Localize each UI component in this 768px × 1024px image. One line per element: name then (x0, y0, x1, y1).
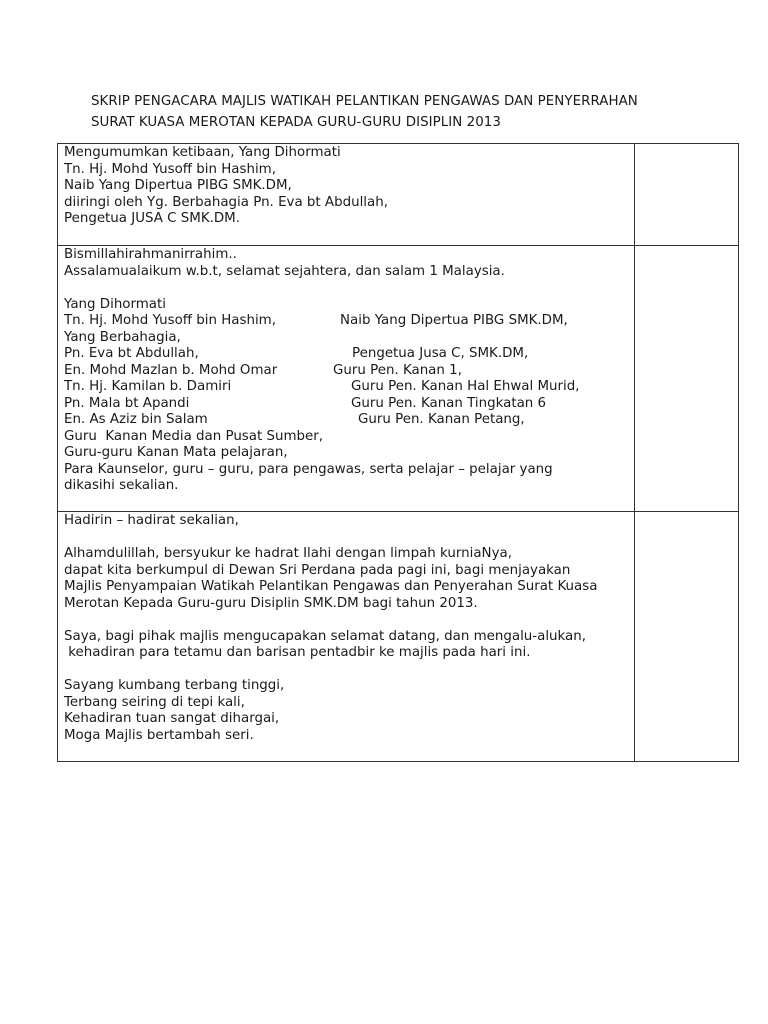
dignitary-title: Pengetua Jusa C, SMK.DM, (352, 346, 529, 361)
announcement-line: Tn. Hj. Mohd Yusoff bin Hashim, (64, 161, 276, 177)
salutation: Hadirin – hadirat sekalian, (64, 513, 239, 528)
dignitary-name: Pn. Eva bt Abdullah, (64, 346, 199, 361)
blank-line (64, 280, 628, 297)
dignitary-row (64, 313, 628, 330)
pantun-line: Kehadiran tuan sangat dihargai, (64, 711, 280, 726)
opening-line: Assalamualaikum w.b.t, selamat sejahtera, dan salam 1 Malaysia. (64, 263, 505, 279)
title-line-1: SKRIP PENGACARA MAJLIS WATIKAH PELANTIKAN PENGAWAS DAN PENYERRAHAN (91, 94, 638, 109)
announcement-line: diiringi oleh Yg. Berbahagia Pn. Eva bt Abdullah, (64, 194, 388, 210)
closing-line: dikasihi sekalian. (64, 478, 179, 493)
title-line-2: SURAT KUASA MEROTAN KEPADA GURU-GURU DISIPLIN 2013 (91, 115, 501, 130)
pantun-line: Moga Majlis bertambah seri. (64, 727, 254, 743)
table-row-greeting (58, 246, 739, 512)
welcome-cell (58, 512, 635, 762)
announcement-line: Naib Yang Dipertua PIBG SMK.DM, (64, 178, 292, 193)
dignitary-name: Tn. Hj. Kamilan b. Damiri (64, 379, 232, 394)
announcement-line: Pengetua JUSA C SMK.DM. (64, 211, 240, 226)
dignitary-row (64, 396, 628, 413)
dignitary-row (64, 363, 628, 380)
honour-heading: Yang Dihormati (64, 296, 166, 312)
dignitary-row (64, 379, 628, 396)
notes-cell (635, 246, 739, 512)
dignitary-title: Guru Pen. Kanan Tingkatan 6 (351, 395, 547, 411)
announcement-cell (58, 144, 635, 246)
dignitary-row (64, 346, 628, 363)
dignitary-title: Guru Pen. Kanan Petang, (358, 412, 525, 427)
paragraph-line: Alhamdulillah, bersyukur ke hadrat Ilahi dengan limpah kurniaNya, (64, 546, 512, 561)
pantun-line: Sayang kumbang terbang tinggi, (64, 678, 285, 693)
blank-line (64, 612, 628, 629)
dignitary-name: Tn. Hj. Mohd Yusoff bin Hashim, (64, 313, 276, 328)
blank-line (64, 530, 628, 547)
dignitary-row (64, 412, 628, 429)
dignitary-name: En. Mohd Mazlan b. Mohd Omar (64, 362, 278, 378)
paragraph-line: dapat kita berkumpul di Dewan Sri Perdana pada pagi ini, bagi menjayakan (64, 562, 571, 578)
notes-cell (635, 144, 739, 246)
opening-line: Bismillahirahmanirrahim.. (64, 247, 237, 262)
paragraph-line: Saya, bagi pihak majlis mengucapakan selamat datang, dan mengalu-alukan, (64, 628, 586, 644)
script-table (57, 143, 739, 762)
dignitary-title: Guru Pen. Kanan Hal Ehwal Murid, (351, 379, 580, 394)
notes-cell (635, 512, 739, 762)
table-row-announcement (58, 144, 739, 246)
greeting-cell (58, 246, 635, 512)
paragraph-line: Merotan Kepada Guru-guru Disiplin SMK.DM bagi tahun 2013. (64, 595, 478, 611)
closing-line: Para Kaunselor, guru – guru, para pengawas, serta pelajar – pelajar yang (64, 461, 553, 477)
paragraph-line: kehadiran para tetamu dan barisan pentadbir ke majlis pada hari ini. (64, 645, 531, 660)
dignitary-title: Naib Yang Dipertua PIBG SMK.DM, (340, 313, 568, 328)
dignitary-name: Pn. Mala bt Apandi (64, 395, 190, 411)
table-row-welcome (58, 512, 739, 762)
closing-line: Guru Kanan Media dan Pusat Sumber, (64, 428, 324, 444)
dignitary-name: Yang Berbahagia, (64, 329, 181, 345)
dignitary-title: Guru Pen. Kanan 1, (333, 362, 462, 378)
dignitary-row (64, 330, 628, 347)
paragraph-line: Majlis Penyampaian Watikah Pelantikan Pengawas dan Penyerahan Surat Kuasa (64, 579, 598, 594)
closing-line: Guru-guru Kanan Mata pelajaran, (64, 445, 288, 460)
pantun-line: Terbang seiring di tepi kali, (64, 694, 245, 710)
announcement-line: Mengumumkan ketibaan, Yang Dihormati (64, 145, 341, 160)
dignitary-name: En. As Aziz bin Salam (64, 412, 208, 427)
blank-line (64, 662, 628, 679)
document-title (91, 91, 731, 133)
